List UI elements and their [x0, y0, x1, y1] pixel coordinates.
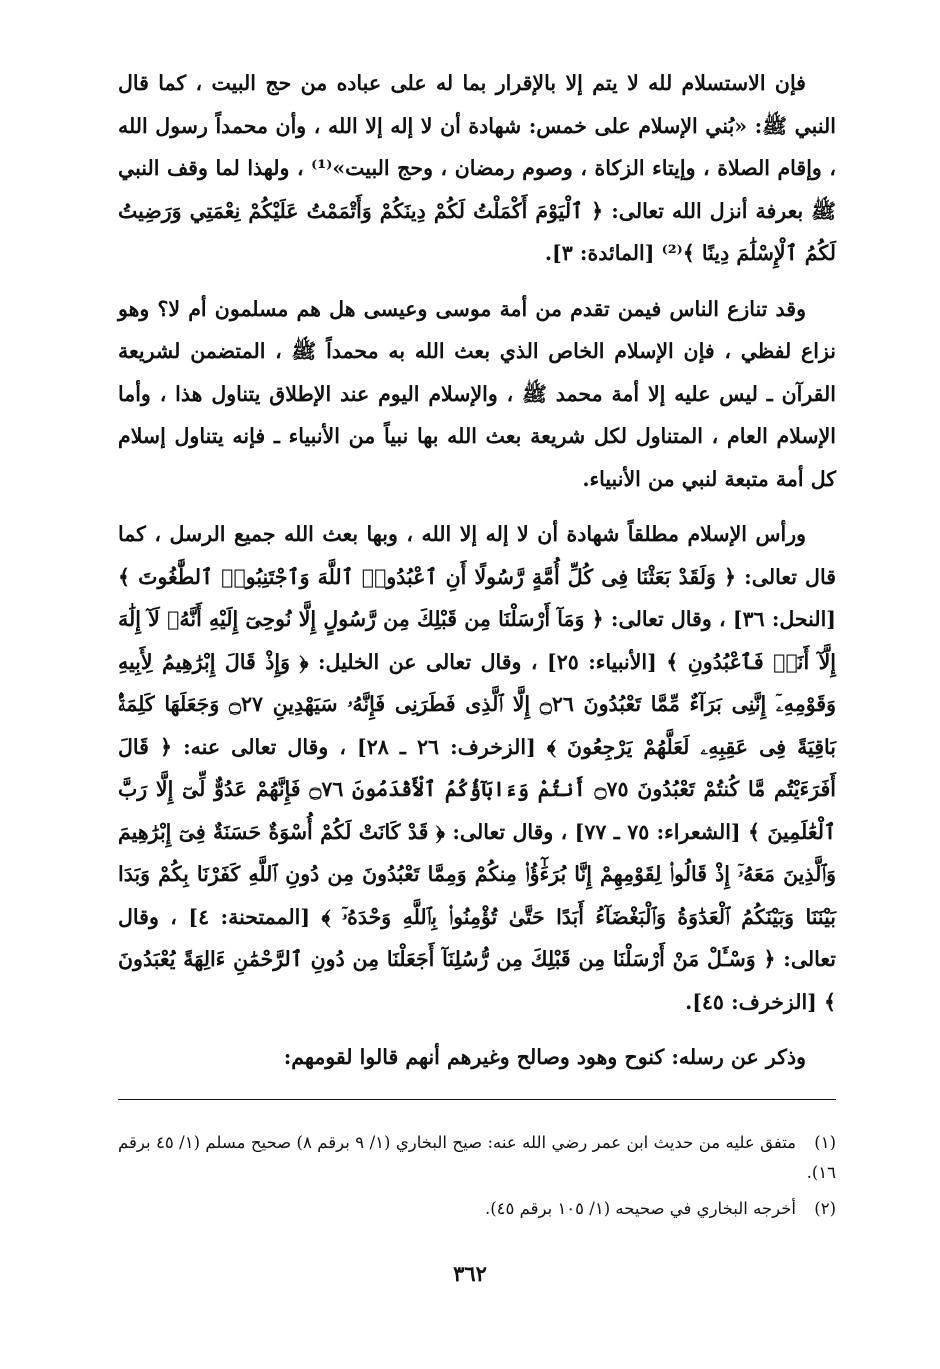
paragraph-2: وقد تنازع الناس فيمن تقدم من أمة موسى وعيسى هل هم مسلمون أم لا؟ وهو نزاع لفظي ، فإن الإسلام الخاص الذي بعث الله به محمداً ﷺ ، المتضمن لشريعة القرآن ـ ليس عليه إلا أمة محمد ﷺ ، والإسلام اليوم عند الإطلاق يتناول هذا ، وأما الإسلام العام ، المتناول لكل شريعة بعث الله بها نبياً من الأنبياء ـ فإنه يتناول إسلام كل أمة متبعة لنبي من الأنبياء. [118, 296, 836, 491]
footnote-text: أخرجه البخاري في صحيحه (١/ ١٠٥ برقم ٤٥). [484, 1199, 796, 1218]
footnote-text: متفق عليه من حديث ابن عمر رضي الله عنه: صيح البخاري (١/ ٩ برقم ٨) صحيح مسلم (١/ ٤٥ برقم ١٦). [118, 1133, 836, 1182]
footnote-number: (٢) [814, 1199, 836, 1218]
paragraph-4: وذكر عن رسله: كنوح وهود وصالح وغيرهم أنهم قالوا لقومهم: [283, 1045, 806, 1069]
paragraph-1: فإن الاستسلام لله لا يتم إلا بالإقرار بما له على عباده من حج البيت ، كما قال النبي ﷺ: «بُني الإسلام على خمس: شهادة أن لا إله إلا الله ، وأن محمداً رسول الله ، وإقام الصلاة ، وإيتاء الزكاة ، وصوم رمضان ، وحج البيت»⁽¹⁾ ، ولهذا لما وقف النبي ﷺ بعرفة أنزل الله تعالى: ﴿ ٱلْيَوْمَ أَكْمَلْتُ لَكُمْ دِينَكُمْ وَأَتْمَمْتُ عَلَيْكُمْ نِعْمَتِي وَرَضِيتُ لَكُمُ ٱلْإِسْلَٰمَ دِينًا ﴾⁽²⁾ [المائدة: ٣]. [118, 71, 836, 265]
footnotes [118, 1099, 836, 1230]
main-text [118, 62, 836, 1079]
footnote-2 [118, 1194, 836, 1224]
paragraph-3: ورأس الإسلام مطلقاً شهادة أن لا إله إلا الله ، وبها بعث الله جميع الرسل ، كما قال تعالى: ﴿ وَلَقَدْ بَعَثْنَا فِى كُلِّ أُمَّةٍ رَّسُولًا أَنِ ٱعْبُدُوا۟ ٱللَّهَ وَٱجْتَنِبُوا۟ ٱلطَّٰغُوتَ ﴾ [النحل: ٣٦] ، وقال تعالى: ﴿ وَمَآ أَرْسَلْنَا مِن قَبْلِكَ مِن رَّسُولٍ إِلَّا نُوحِىٓ إِلَيْهِ أَنَّهُۥ لَآ إِلَٰهَ إِلَّآ أَنَا۠ فَٱعْبُدُونِ ﴾ [الأنبياء: ٢٥] ، وقال تعالى عن الخليل: ﴿ وَإِذْ قَالَ إِبْرَٰهِيمُ لِأَبِيهِ وَقَوْمِهِۦٓ إِنَّنِى بَرَآءٌ مِّمَّا تَعْبُدُونَ ۝٢٦ إِلَّا ٱلَّذِى فَطَرَنِى فَإِنَّهُۥ سَيَهْدِينِ ۝٢٧ وَجَعَلَهَا كَلِمَةًۢ بَاقِيَةً فِى عَقِبِهِۦ لَعَلَّهُمْ يَرْجِعُونَ ﴾ [الزخرف: ٢٦ ـ ٢٨] ، وقال تعالى عنه: ﴿ قَالَ أَفَرَءَيْتُم مَّا كُنتُمْ تَعْبُدُونَ ۝٧٥ أَنتُمْ وَءَابَآؤُكُمُ ٱلْأَقْدَمُونَ ۝٧٦ فَإِنَّهُمْ عَدُوٌّ لِّىٓ إِلَّا رَبَّ ٱلْعَٰلَمِينَ ﴾ [الشعراء: ٧٥ ـ ٧٧] ، وقال تعالى: ﴿ قَدْ كَانَتْ لَكُمْ أُسْوَةٌ حَسَنَةٌ فِىٓ إِبْرَٰهِيمَ وَٱلَّذِينَ مَعَهُۥٓ إِذْ قَالُوا۟ لِقَوْمِهِمْ إِنَّا بُرَءَٰٓؤُا۟ مِنكُمْ وَمِمَّا تَعْبُدُونَ مِن دُونِ ٱللَّهِ كَفَرْنَا بِكُمْ وَبَدَا بَيْنَنَا وَبَيْنَكُمُ ٱلْعَدَٰوَةُ وَٱلْبَغْضَآءُ أَبَدًا حَتَّىٰ تُؤْمِنُوا۟ بِٱللَّهِ وَحْدَهُۥٓ ﴾ [الممتحنة: ٤] ، وقال تعالى: ﴿ وَسْـَٔلْ مَنْ أَرْسَلْنَا مِن قَبْلِكَ مِن رُّسُلِنَآ أَجَعَلْنَا مِن دُونِ ٱلرَّحْمَٰنِ ءَالِهَةً يُعْبَدُونَ ﴾ [الزخرف: ٤٥]. [118, 522, 837, 1014]
footnote-1 [118, 1128, 836, 1188]
page-number: ٣٦٢ [453, 1261, 487, 1286]
footnote-number: (١) [814, 1133, 837, 1152]
